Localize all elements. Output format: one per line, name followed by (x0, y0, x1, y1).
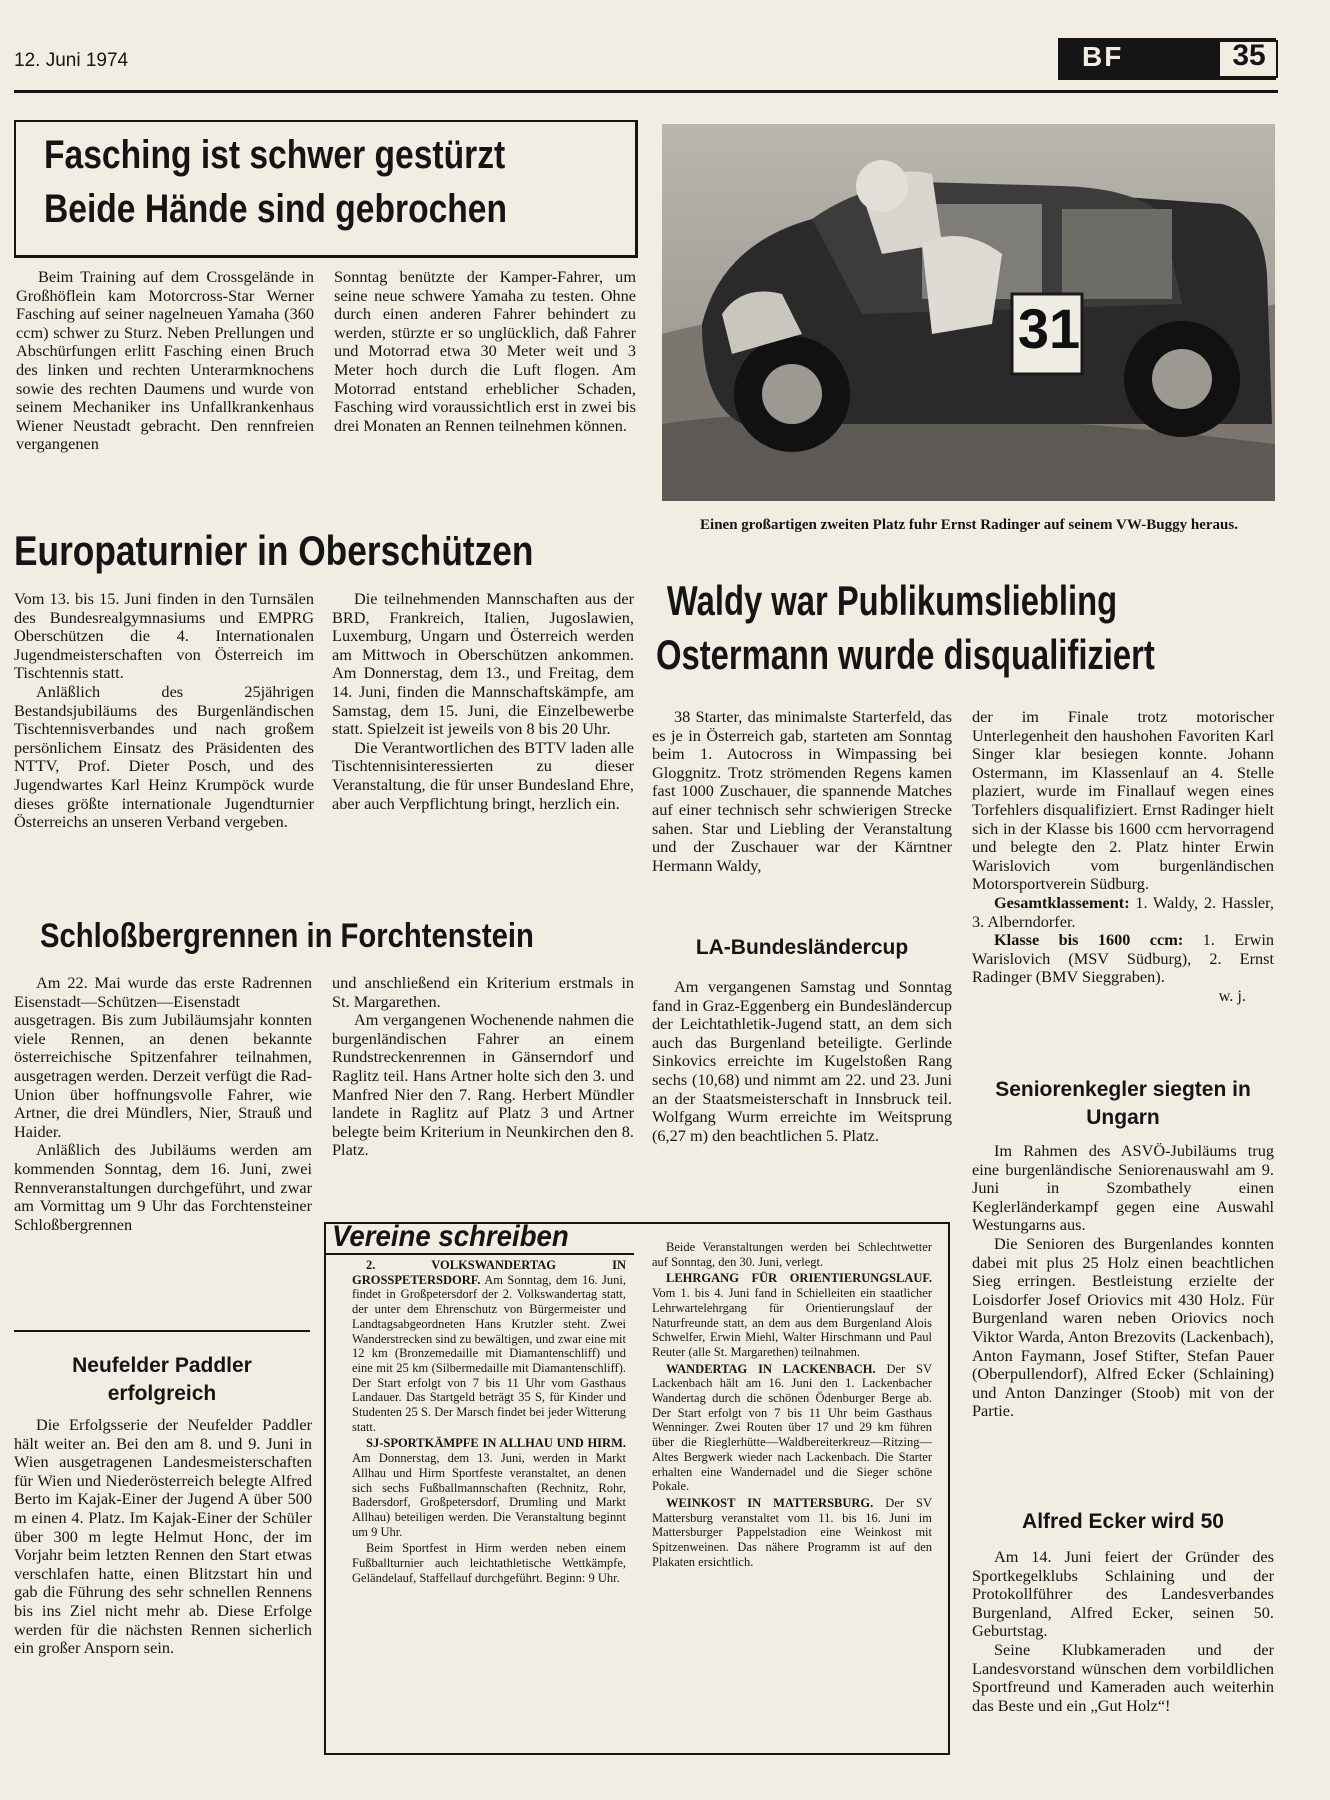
header-rule (14, 90, 1278, 93)
page-number: 35 (1232, 39, 1266, 72)
article-senioren-headline: Seniorenkegler siegten in Ungarn (995, 1078, 1251, 1129)
article-schlossberg-col2: und anschließend ein Kriterium erstmals in St. Margarethen. Am vergangenen Wochenende nahmen die burgenländischen Fahrer an einem Rundstreckenrennen in Gänserndorf und Raglitz teil. Hans Artner holte sich den 3. und Manfred Nier den 7. Rang. Herbert Mündler landete in Raglitz auf Platz 3 und Artner belegte beim Kriterium in Neunkirchen den 8. Platz. (332, 973, 634, 1160)
vereine-headline: Vereine schreiben (332, 1220, 569, 1253)
article-waldy-headline: Waldy war Publikumsliebling Ostermann wurde disqualifiziert (656, 577, 1155, 678)
article-fasching-headline: Fasching ist schwer gestürzt Beide Hände sind gebrochen (44, 133, 508, 231)
article-la-cup-text: Am vergangenen Samstag und Sonntag fand in Graz-Eggenberg ein Bundesländercup der Leichtathletik-Jugend statt, an dem sich auch das Burgenland beteiligte. Gerlinde Sinkovics erreichte im Kugelstoßen Rang sechs (10,68) und nimmt am 22. und 23. Juni an der Staatsmeisterschaft in Innsbruck teil. Wolfgang Wurm erreichte im Weitsprung (6,27 m) den beachtlichen 5. Platz. (652, 977, 952, 1145)
vereine-col2: Beide Veranstaltungen werden bei Schlechtwetter auf Sonntag, den 30. Juni, verlegt. LEHRGANG FÜR ORIENTIERUNGSLAUF. Vom 1. bis 4. Juni fand in Schielleiten ein staatlicher Lehrwartelehrgang für Orientierungslauf der Naturfreunde statt, an dem aus dem Burgenland Alois Schwelfer, Erwin Miehl, Walter Hirschmann und Paul Reuter (alle St. Margarethen) teilnahmen. WANDERTAG IN LACKENBACH. Der SV Lackenbach hält am 16. Juni den 1. Lackenbacher Wandertag durch die schönen Ödenburger Berge ab. Der Start erfolgt von 7 bis 11 Uhr beim Gasthaus Wenninger. Zwei Routen über 17 und 29 km führen über die Rieglerhütte—Waldbereiterkreuz—Ritzing—Altes Bergwerk wieder nach Lackenbach. Die Starter erhalten eine Wandernadel und die Sieger schöne Pokale. WEINKOST IN MATTERSBURG. Der SV Mattersburg veranstaltet vom 11. bis 16. Juni im Mattersburger Pappelstadion eine Weinkost mit Spitzenweinen. Das nähere Programm ist auf den Plakaten ersichtlich. (652, 1240, 933, 1569)
article-fasching-col1: Beim Training auf dem Crossgelände in Großhöflein kam Motorcross-Star Werner Fasching auf seiner nagelneuen Yamaha (360 ccm) schwer zu Sturz. Neben Prellungen und Abschürfungen erlitt Fasching einen Bruch des linken und rechten Unterarmknochens sowie des rechten Daumens und wurde von seinem Mechaniker ins Unfallkrankenhaus Wiener Neustadt gebracht. Den rennfreien vergangenen (16, 267, 314, 454)
vereine-col1: 2. VOLKSWANDERTAG IN GROSSPETERSDORF. Am Sonntag, dem 16. Juni, findet in Großpetersdorf der 2. Volkswandertag statt, der unter dem Ehrenschutz von Bürgermeister und Landtagsabgeordneten Hans Krutzler steht. Zwei Wanderstrecken sind zu bewältigen, und zwar eine mit 12 km (Bronzemedaille mit Diamantenschliff) und eine mit 25 km (Silbermedaille mit Diamantenschliff). Der Start erfolgt von 7 bis 11 Uhr vom Gasthaus Landauer. Das Startgeld beträgt 35 S, für Kinder und Studenten 25 S. Der Marsch findet bei jeder Witterung statt. SJ-SPORTKÄMPFE IN ALLHAU UND HIRM. Am Donnerstag, dem 13. Juni, werden in Markt Allhau und Hirm Sportfeste veranstaltet, an denen sich sechs Fußballmannschaften (Rechnitz, Rohr, Badersdorf, Großpetersdorf, Drumling und Markt Allhau) beteiligen werden. Die Veranstaltung beginnt um 9 Uhr. Beim Sportfest in Hirm werden neben einem Fußballturnier auch leichtathletische Wettkämpfe, Geländelauf, Staffellauf durchgeführt. Beginn: 9 Uhr. (352, 1258, 626, 1585)
article-paddler-headline: Neufelder Paddler erfolgreich (72, 1354, 252, 1405)
column-divider (14, 1330, 310, 1332)
buggy-image (662, 124, 1275, 501)
article-schlossberg-col1: Am 22. Mai wurde das erste Radrennen Eisenstadt—Schützen—Eisenstadt ausgetragen. Bis zum Jubiläumsjahr konnten viele Rennen, an denen bekannte österreichische Spitzenfahrer teilnahmen, ausgetragen werden. Derzeit verfügt die Rad-Union über hoffnungsvolle Fahrer, wie Artner, die drei Mündlers, Nier, Strauß und Haider. Anläßlich des Jubiläums werden am kommenden Sonntag, dem 16. Juni, zwei Rennveranstaltungen durchgeführt, und zwar am Vormittag um 9 Uhr das Forchtensteiner Schloßbergrennen (14, 973, 312, 1234)
article-schlossberg-headline: Schloßbergrennen in Forchtenstein (40, 917, 534, 955)
article-senioren-text: Im Rahmen des ASVÖ-Jubiläums trug eine burgenländische Seniorenauswahl am 9. Juni in Szombathely einen Keglerländerkampf gegen eine Auswahl Westungarns aus. Die Senioren des Burgenlandes konnten dabei mit plus 25 Holz einen beachtlichen Sieg erringen. Bestleistung erzielte der Loisdorfer Josef Oriovics mit 430 Holz. Für Burgenland waren neben Oriovics noch Viktor Warda, Anton Brezovits (Lackenbach), Anton Faymann, Josef Stifter, Stefan Pauer (Oberpullendorf), Alfred Ecker (Schlaining) und Anton Danzinger (Stoob) mit von der Partie. (972, 1141, 1274, 1421)
article-europaturnier-col1: Vom 13. bis 15. Juni finden in den Turnsälen des Bundesrealgymnasiums und EMPRG Oberschützen die 4. Internationalen Jugendmeisterschaften von Österreich im Tischtennis statt. Anläßlich des 25jährigen Bestandsjubiläums des Burgenländischen Tischtennisverbandes und nach großem persönlichem Einsatz des Präsidenten des NTTV, Prof. Dieter Posch, und des Jugendwartes Karl Heinz Krumpöck wurde dieses größte internationale Jugendturnier Österreichs an unseren Verband vergeben. (14, 589, 314, 832)
article-ecker-headline: Alfred Ecker wird 50 (1022, 1510, 1224, 1533)
issue-date: 12. Juni 1974 (14, 50, 129, 71)
article-europaturnier-headline: Europaturnier in Oberschützen (14, 527, 534, 574)
article-europaturnier-col2: Die teilnehmenden Mannschaften aus der BRD, Frankreich, Italien, Jugoslawien, Luxemburg, Ungarn und Österreich werden am Mittwoch in Oberschützen ankommen. Am Donnerstag, dem 13., und Freitag, dem 14. Juni, finden die Mannschaftskämpfe, am Samstag, dem 15. Juni, die Einzelbewerbe statt. Spielzeit ist jeweils von 8 bis 20 Uhr. Die Verantwortlichen des BTTV laden alle Tischtennisinteressierten zu dieser Veranstaltung, die für unser Bundesland Ehre, aber auch Verpflichtung bringt, herzlich ein. (332, 589, 634, 813)
vereine-rule (324, 1253, 634, 1255)
article-la-cup-headline: LA-Bundesländercup (695, 936, 909, 959)
article-waldy-col1: 38 Starter, das minimalste Starterfeld, das es je in Österreich gab, starteten am Sonntag beim 1. Autocross in Wimpassing bei Gloggnitz. Trotz strömenden Regens kamen fast 1000 Zuschauer, die spannende Matches auf einer technisch sehr schwierigen Strecke sahen. Star und Liebling der Veranstaltung und der Zuschauer war der Kärntner Hermann Waldy, (652, 707, 952, 875)
article-waldy-col2: der im Finale trotz motorischer Unterlegenheit den haushohen Favoriten Karl Singer klar besiegen konnte. Johann Ostermann, im Klassenlauf an 4. Stelle plaziert, wurde im Finallauf wegen eines Torfehlers disqualifiziert. Ernst Radinger hielt sich in der Klasse bis 1600 ccm hervorragend und belegte den 2. Platz hinter Erwin Warislovich vom burgenländischen Motorsportverein Südburg. Gesamtklassement: 1. Waldy, 2. Hassler, 3. Alberndorfer. Klasse bis 1600 ccm: 1. Erwin Warislovich (MSV Südburg), 2. Ernst Radinger (BMV Sieggraben). w. j. (972, 707, 1274, 1005)
photo-caption: Einen großartigen zweiten Platz fuhr Ernst Radinger auf seinem VW-Buggy heraus. (700, 517, 1238, 533)
section-label: BF (1082, 41, 1124, 72)
article-ecker-text: Am 14. Juni feiert der Gründer des Sportkegelklubs Schlaining und der Protokollführer des Landesverbandes Burgenland, Alfred Ecker, seinen 50. Geburtstag. Seine Klubkameraden und der Landesvorstand wünschen dem vorbildlichen Sportfreund und Kameraden auch weiterhin das Beste und ein „Gut Holz“! (972, 1547, 1274, 1715)
article-fasching-col2: Sonntag benützte der Kamper-Fahrer, um seine neue schwere Yamaha zu testen. Ohne durch einen anderen Fahrer behindert zu werden, stürzte er so unglücklich, daß Fahrer und Motorrad etwa 30 Meter weit und 3 Meter hoch durch die Luft flogen. Am Motorrad entstand erheblicher Schaden, Fasching wird voraussichtlich erst in zwei bis drei Monaten an Rennen teilnehmen können. (334, 267, 636, 435)
article-paddler-text: Die Erfolgsserie der Neufelder Paddler hält weiter an. Bei den am 8. und 9. Juni in Wien ausgetragenen Landesmeisterschaften für Wien und Niederösterreich belegte Alfred Berto im Kajak-Einer der Jugend A über 500 m einen 4. Platz. Im Kajak-Einer der Schüler über 300 m legte Helmut Honc, der im Vorjahr beim letzten Rennen den Start etwas verschlafen hatte, einen Blitzstart hin und gab die Führung des sehr schnellen Rennens bis ins Ziel nicht mehr ab. Diese Erfolge werden für die nächsten Rennen sicherlich ein großer Ansporn sein. (14, 1415, 312, 1658)
car-number: 31 (1017, 297, 1081, 360)
race-photo (662, 124, 1275, 501)
